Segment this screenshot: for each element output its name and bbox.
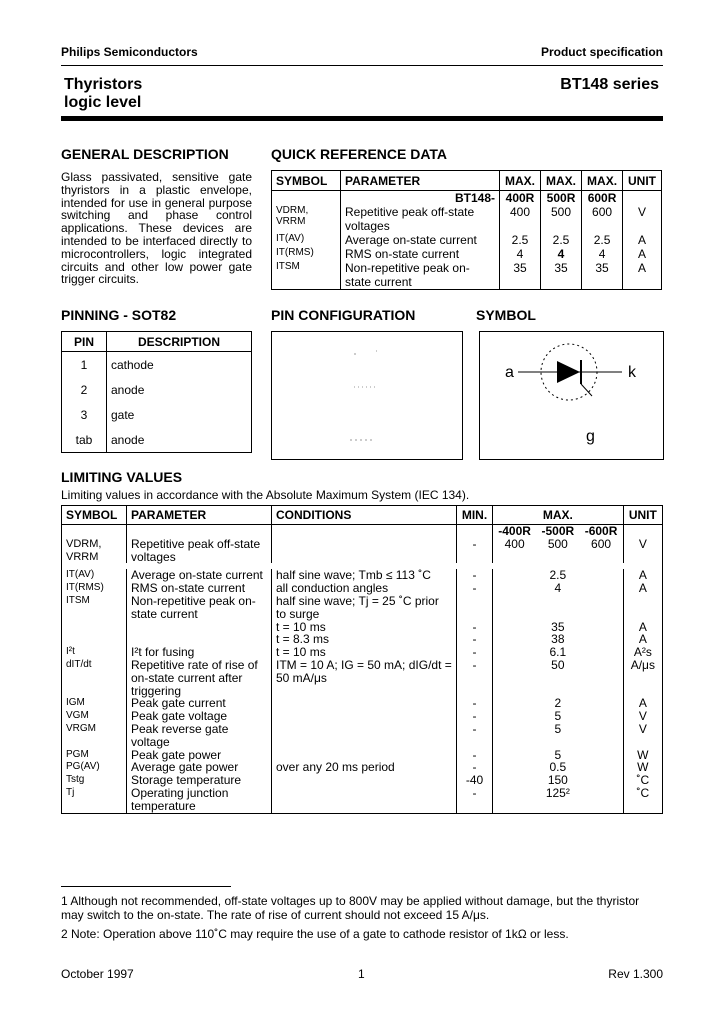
lv-conditions (272, 774, 457, 787)
lv-unit: A²s (623, 646, 662, 659)
lv-unit (623, 595, 662, 621)
footnote-1: 1 Although not recommended, off-state voltages up to 800V may be applied without damage, but the thyristor may switch to the on-state. The rate of rise of current should not exceed 15 A/μs. (61, 894, 640, 922)
pinning-table (61, 331, 252, 453)
qrd-unit: A (623, 233, 662, 247)
lv-max: 50 (493, 659, 624, 697)
lv-conditions: ITM = 10 A; IG = 50 mA; dIG/dt = 50 mA/μs (272, 659, 457, 697)
lv-max: 150 (493, 774, 624, 787)
lv-symbol: dIT/dt (66, 658, 92, 670)
anode-label: a (505, 364, 514, 381)
footnote-2: 2 Note: Operation above 110˚C may require the use of a gate to cathode resistor of 1kΩ or less. (61, 927, 569, 941)
pin-row (62, 427, 252, 453)
qrd-parameter: Average on-state current (341, 233, 500, 247)
pin-configuration-figure (271, 331, 463, 460)
lv-symbol: VDRM, VRRM (66, 537, 102, 563)
lv-symbol: ITSM (66, 594, 90, 606)
qrd-symbol: ITSM (276, 261, 300, 272)
lv-row (62, 538, 663, 564)
lv-symbol: I²t (66, 646, 75, 658)
lv-symbol: Tj (66, 786, 75, 798)
general-description-text: Glass passivated, sensitive gate thyristors in a plastic envelope, intended for use in general purpose switching and phase control applications. These devices are intended to be interfaced directly to microcontrollers, logic integrated circuits and other low power gate trigger circuits. (61, 170, 252, 287)
lv-row (62, 787, 663, 813)
lv-header-unit: UNIT (623, 506, 662, 525)
limiting-values-table (61, 505, 663, 814)
lv-unit: V (623, 710, 662, 723)
title-line-2: logic level (64, 94, 142, 111)
qrd-header-max-2: MAX. (541, 171, 582, 191)
company-name: Philips Semiconductors (61, 45, 198, 59)
qrd-header-symbol: SYMBOL (272, 171, 341, 191)
qrd-row (272, 261, 662, 290)
lv-type-400r: -400R (493, 525, 537, 538)
lv-symbol: VRGM (66, 722, 96, 734)
lv-header-conditions: CONDITIONS (272, 506, 457, 525)
pin-description: cathode (107, 352, 252, 378)
lv-row (62, 659, 663, 697)
lv-parameter: RMS on-state current (127, 582, 272, 595)
lv-min: - (457, 710, 493, 723)
lv-type-600r: -600R (584, 524, 618, 538)
qrd-row (272, 247, 662, 261)
lv-parameter: Average on-state current (127, 569, 272, 582)
lv-symbol: Tstg (66, 774, 85, 786)
lv-parameter: Storage temperature (127, 774, 272, 787)
lv-unit: W (623, 761, 662, 774)
lv-unit: A (623, 633, 662, 646)
qrd-value: 4 (582, 247, 623, 261)
pin-row (62, 352, 252, 378)
lv-conditions (272, 723, 457, 749)
lv-min: -40 (457, 774, 493, 787)
lv-conditions: half sine wave; Tj = 25 ˚C prior to surge (272, 595, 457, 621)
lv-symbol (62, 633, 127, 646)
pin-description: anode (107, 427, 252, 453)
lv-row (62, 723, 663, 749)
lv-parameter: Operating junction temperature (127, 787, 272, 813)
lv-header-max: MAX. (493, 506, 624, 525)
lv-conditions: t = 10 ms (272, 646, 457, 659)
lv-conditions (272, 787, 457, 813)
qrd-header-max-3: MAX. (582, 171, 623, 191)
pin-number: 3 (80, 407, 88, 422)
qrd-value: 35 (500, 261, 541, 290)
qrd-value: 600 (582, 205, 623, 233)
lv-parameter: Average gate power (127, 761, 272, 774)
lv-unit: ˚C (623, 774, 662, 787)
lv-unit: A/μs (623, 659, 662, 697)
qrd-unit: V (623, 205, 662, 233)
lv-min: - (457, 697, 493, 710)
qrd-value: 2.5 (582, 233, 623, 247)
lv-conditions (272, 710, 457, 723)
pinning-heading: PINNING - SOT82 (61, 307, 177, 323)
lv-unit: A (623, 697, 662, 710)
lv-parameter: Non-repetitive peak on-state current (127, 595, 272, 621)
lv-conditions: t = 10 ms (272, 621, 457, 634)
lv-unit: A (623, 582, 662, 595)
lv-min: - (457, 538, 493, 564)
qrd-parameter: Repetitive peak off-state voltages (341, 205, 500, 233)
qrd-row (272, 205, 662, 233)
lv-unit: ˚C (623, 787, 662, 813)
lv-max: 5 (493, 723, 624, 749)
lv-min: - (457, 761, 493, 774)
qrd-value: 4 (541, 247, 582, 261)
document-type: Product specification (540, 45, 663, 59)
qrd-unit: A (623, 247, 662, 261)
qrd-symbol: VDRM, VRRM (276, 205, 309, 227)
package-outline-icon (272, 332, 462, 459)
footer-date: October 1997 (61, 967, 134, 981)
lv-unit: W (623, 749, 662, 762)
symbol-figure (479, 331, 664, 460)
lv-max (493, 595, 624, 621)
lv-row (62, 595, 663, 621)
lv-parameter: Peak gate voltage (127, 710, 272, 723)
qrd-value: 500 (541, 205, 582, 233)
header-rule (61, 65, 663, 66)
series-title: BT148 series (560, 76, 659, 93)
qrd-value: 35 (582, 261, 623, 290)
lv-min: - (457, 749, 493, 762)
symbol-heading: SYMBOL (476, 307, 536, 323)
qrd-value: 400 (500, 205, 541, 233)
qrd-header-unit: UNIT (623, 171, 662, 191)
qrd-type-400r: 400R (500, 191, 541, 206)
qrd-parameter: Non-repetitive peak on-state current (341, 261, 500, 290)
thyristor-symbol-icon (480, 332, 663, 459)
qrd-heading: QUICK REFERENCE DATA (271, 146, 448, 162)
product-title (64, 76, 142, 112)
qrd-value: 2.5 (541, 233, 582, 247)
lv-symbol: PGM (66, 748, 89, 760)
qrd-type-prefix: BT148- (341, 191, 500, 206)
qrd-type-600r: 600R (582, 191, 623, 206)
qrd-row (272, 233, 662, 247)
lv-conditions: half sine wave; Tmb ≤ 113 ˚C (272, 569, 457, 582)
pin-description: gate (107, 402, 252, 427)
lv-conditions: over any 20 ms period (272, 761, 457, 774)
lv-min: - (457, 787, 493, 813)
lv-min: - (457, 621, 493, 634)
lv-parameter: Repetitive rate of rise of on-state current after triggering (127, 659, 272, 697)
lv-conditions: all conduction angles (272, 582, 457, 595)
limiting-values-subtitle: Limiting values in accordance with the Absolute Maximum System (IEC 134). (61, 488, 470, 502)
qrd-header-max-1: MAX. (500, 171, 541, 191)
lv-min (457, 595, 493, 621)
lv-parameter: Repetitive peak off-state voltages (127, 538, 272, 564)
lv-parameter: Peak gate current (127, 697, 272, 710)
lv-symbol: IGM (66, 697, 85, 709)
lv-max: 2 (493, 697, 624, 710)
qrd-type-500r: 500R (541, 191, 582, 206)
lv-max: 125² (493, 787, 624, 813)
lv-max: 600 (591, 536, 612, 551)
qrd-value: 35 (541, 261, 582, 290)
lv-header-parameter: PARAMETER (127, 506, 272, 525)
lv-min: - (457, 582, 493, 595)
pin-row (62, 377, 252, 402)
lv-max: 35 (493, 621, 624, 634)
pin-configuration-heading: PIN CONFIGURATION (271, 307, 416, 323)
lv-type-500r: -500R (541, 524, 575, 538)
qrd-value: 2.5 (500, 233, 541, 247)
lv-conditions: t = 8.3 ms (272, 633, 457, 646)
qrd-symbol: IT(RMS) (276, 247, 314, 258)
footer-revision: Rev 1.300 (608, 967, 663, 981)
lv-min: - (457, 646, 493, 659)
lv-row (62, 621, 663, 634)
lv-max: 38 (493, 633, 624, 646)
lv-parameter (127, 621, 272, 634)
lv-symbol: IT(RMS) (66, 582, 104, 594)
lv-unit: V (623, 723, 662, 749)
lv-min: - (457, 569, 493, 582)
lv-max: 2.5 (493, 569, 624, 582)
lv-parameter: Peak gate power (127, 749, 272, 762)
qrd-unit: A (623, 261, 662, 290)
pin-number: tab (75, 432, 93, 447)
general-description-heading: GENERAL DESCRIPTION (61, 146, 229, 162)
lv-symbol: VGM (66, 710, 89, 722)
title-line-1: Thyristors (64, 76, 143, 93)
lv-parameter: Peak reverse gate voltage (127, 723, 272, 749)
pin-number: 1 (80, 357, 88, 372)
lv-max: 6.1 (493, 646, 624, 659)
lv-max: 500 (547, 536, 568, 551)
qrd-value: 4 (500, 247, 541, 261)
lv-parameter: I²t for fusing (127, 646, 272, 659)
lv-max: 400 (493, 538, 537, 564)
lv-unit: V (623, 538, 662, 564)
lv-max: 0.5 (493, 761, 624, 774)
qrd-symbol: IT(AV) (276, 233, 305, 244)
pin-description: anode (107, 377, 252, 402)
lv-max: 5 (493, 749, 624, 762)
lv-min: - (457, 659, 493, 697)
lv-unit: A (623, 621, 662, 634)
lv-max: 4 (493, 582, 624, 595)
lv-min: - (457, 723, 493, 749)
qrd-parameter: RMS on-state current (341, 247, 500, 261)
lv-max: 5 (493, 710, 624, 723)
lv-unit: A (623, 569, 662, 582)
limiting-values-heading: LIMITING VALUES (61, 469, 183, 485)
qrd-header-parameter: PARAMETER (341, 171, 500, 191)
title-rule (61, 116, 663, 121)
lv-symbol (62, 621, 127, 634)
gate-label: g (586, 428, 595, 445)
pin-row (62, 402, 252, 427)
lv-header-min: MIN. (457, 506, 493, 525)
quick-reference-table (271, 170, 662, 290)
pin-header: PIN (62, 332, 107, 352)
footnote-rule (61, 886, 231, 887)
lv-symbol: PG(AV) (66, 761, 100, 773)
description-header: DESCRIPTION (107, 332, 252, 352)
footer-page-number: 1 (358, 967, 365, 981)
cathode-label: k (628, 364, 636, 381)
pin-number: 2 (80, 382, 88, 397)
lv-header-symbol: SYMBOL (62, 506, 127, 525)
lv-conditions (272, 697, 457, 710)
lv-symbol: IT(AV) (66, 569, 95, 581)
lv-min: - (457, 633, 493, 646)
